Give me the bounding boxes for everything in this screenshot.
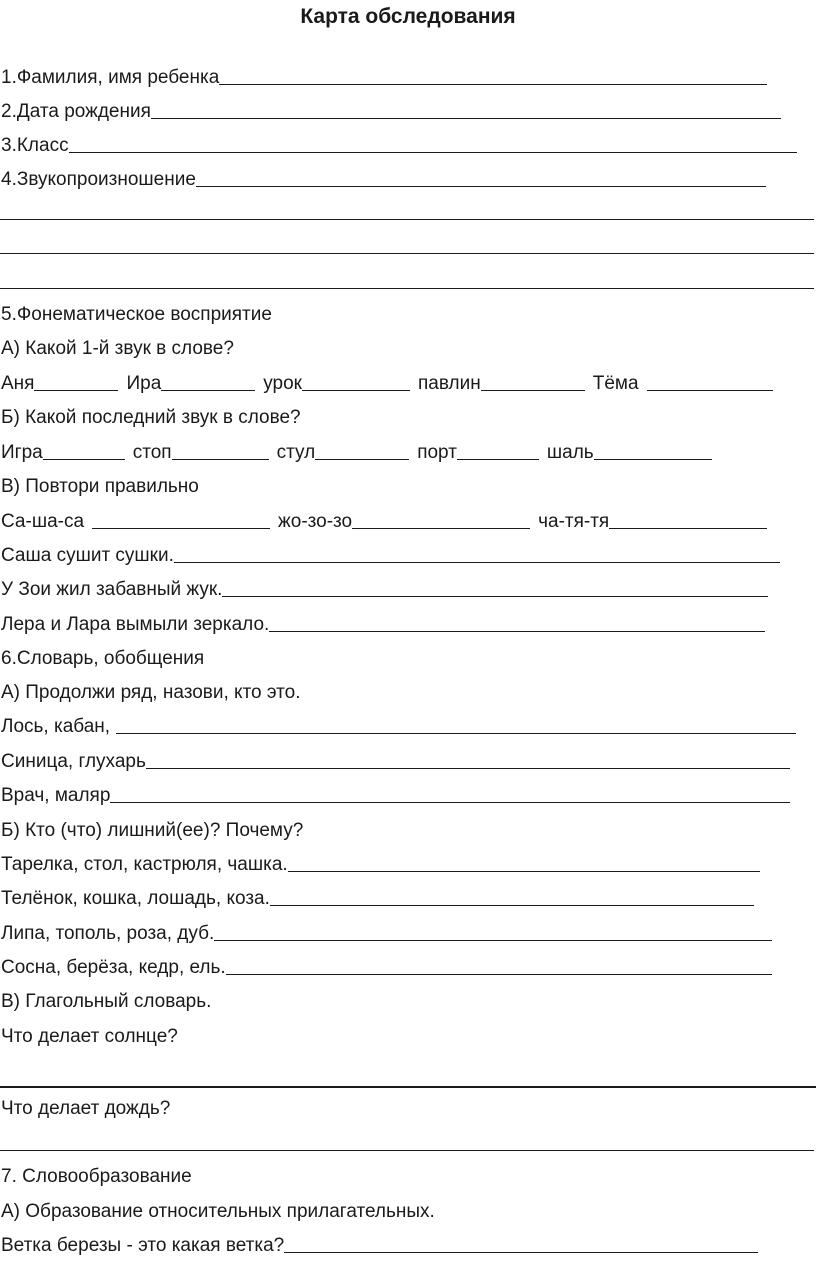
answer-line[interactable] bbox=[174, 540, 780, 563]
syllable-label: Са-ша-са bbox=[1, 511, 85, 532]
sentence-row bbox=[0, 538, 816, 568]
word-label: Аня bbox=[1, 373, 35, 394]
answer-line[interactable] bbox=[481, 368, 585, 391]
answer-line[interactable] bbox=[226, 952, 772, 975]
odd-one-item bbox=[0, 950, 816, 980]
answer-line[interactable] bbox=[315, 437, 409, 460]
repeat-question: В) Повтори правильно bbox=[1, 476, 199, 497]
odd-one-item bbox=[0, 881, 816, 911]
sentence-row bbox=[0, 607, 816, 637]
verb-item-row bbox=[0, 1091, 816, 1121]
answer-line[interactable] bbox=[92, 506, 270, 529]
continue-row-item bbox=[0, 709, 816, 739]
sentence-label: Саша сушит сушки. bbox=[1, 545, 174, 566]
answer-line[interactable] bbox=[270, 883, 754, 906]
answer-line[interactable] bbox=[222, 574, 768, 597]
odd-one-item bbox=[0, 847, 816, 877]
item-label: Телёнок, кошка, лошадь, коза. bbox=[1, 888, 270, 909]
word-label: Ира bbox=[126, 373, 162, 394]
first-sound-question: А) Какой 1-й звук в слове? bbox=[1, 338, 234, 359]
word-formation-heading: 7. Словообразование bbox=[1, 1166, 192, 1187]
answer-line[interactable] bbox=[352, 506, 530, 529]
last-sound-question: Б) Какой последний звук в слове? bbox=[1, 407, 301, 428]
item-label: Синица, глухарь bbox=[1, 751, 146, 772]
continue-row-item bbox=[0, 744, 816, 774]
page-title: Карта обследования bbox=[300, 5, 516, 28]
verb-vocabulary-question-row bbox=[0, 984, 816, 1014]
sentence-row bbox=[0, 572, 816, 602]
word-label: павлин bbox=[418, 373, 481, 394]
answer-line[interactable] bbox=[288, 849, 760, 872]
class-input-line[interactable] bbox=[69, 130, 797, 153]
child-name-input-line[interactable] bbox=[219, 62, 767, 85]
phonemic-heading-row bbox=[0, 297, 816, 327]
answer-line[interactable] bbox=[110, 780, 790, 803]
sound-pronunciation-field bbox=[0, 162, 816, 192]
repeat-question-row bbox=[0, 469, 816, 499]
continue-row-item bbox=[0, 778, 816, 808]
answer-line[interactable] bbox=[34, 368, 118, 391]
first-sound-words-row bbox=[0, 366, 816, 396]
answer-line[interactable] bbox=[214, 918, 772, 941]
item-label: Тарелка, стол, кастрюля, чашка. bbox=[1, 854, 288, 875]
word-label: порт bbox=[417, 442, 457, 463]
word-label: Игра bbox=[1, 442, 43, 463]
answer-line[interactable] bbox=[457, 437, 539, 460]
answer-line[interactable] bbox=[609, 506, 767, 529]
syllable-label: жо-зо-зо bbox=[278, 511, 353, 532]
word-formation-heading-row bbox=[0, 1159, 816, 1189]
item-label: Что делает солнце? bbox=[1, 1026, 178, 1047]
word-label: стоп bbox=[132, 442, 172, 463]
item-label: Лось, кабан, bbox=[1, 716, 111, 737]
answer-line[interactable] bbox=[146, 746, 790, 769]
answer-line[interactable] bbox=[0, 1086, 816, 1088]
sound-pronunciation-label: 4.Звукопроизношение bbox=[1, 169, 196, 190]
item-label: Врач, маляр bbox=[1, 785, 111, 806]
answer-line[interactable] bbox=[0, 1150, 814, 1151]
continue-row-question: А) Продолжи ряд, назови, кто это. bbox=[1, 682, 301, 703]
last-sound-words-row bbox=[0, 435, 816, 465]
item-label: Липа, тополь, роза, дуб. bbox=[1, 923, 215, 944]
sentence-label: У Зои жил забавный жук. bbox=[1, 579, 223, 600]
sound-pronunciation-extra-line[interactable] bbox=[0, 253, 814, 254]
item-label: Ветка березы - это какая ветка? bbox=[1, 1235, 285, 1256]
answer-line[interactable] bbox=[594, 437, 712, 460]
answer-line[interactable] bbox=[43, 437, 125, 460]
answer-line[interactable] bbox=[172, 437, 269, 460]
sentence-label: Лера и Лара вымыли зеркало. bbox=[1, 614, 270, 635]
syllable-label: ча-тя-тя bbox=[538, 511, 610, 532]
sound-pronunciation-input-line[interactable] bbox=[196, 164, 766, 187]
answer-line[interactable] bbox=[302, 368, 410, 391]
syllables-row bbox=[0, 504, 816, 534]
child-name-field bbox=[0, 60, 816, 90]
odd-one-question: Б) Кто (что) лишний(ее)? Почему? bbox=[1, 820, 304, 841]
last-sound-question-row bbox=[0, 400, 816, 430]
item-label: Сосна, берёза, кедр, ель. bbox=[1, 957, 226, 978]
word-label: шаль bbox=[546, 442, 594, 463]
word-label: Тёма bbox=[592, 373, 639, 394]
birth-date-label: 2.Дата рождения bbox=[1, 101, 151, 122]
sound-pronunciation-extra-line[interactable] bbox=[0, 288, 814, 289]
birth-date-field bbox=[0, 94, 816, 124]
vocabulary-heading-row bbox=[0, 641, 816, 671]
sound-pronunciation-extra-line[interactable] bbox=[0, 219, 814, 220]
answer-line[interactable] bbox=[161, 368, 255, 391]
phonemic-heading: 5.Фонематическое восприятие bbox=[1, 304, 272, 325]
child-name-label: 1.Фамилия, имя ребенка bbox=[1, 67, 220, 88]
continue-row-question-row bbox=[0, 675, 816, 705]
class-field bbox=[0, 128, 816, 158]
vocabulary-heading: 6.Словарь, обобщения bbox=[1, 648, 205, 669]
odd-one-item bbox=[0, 916, 816, 946]
answer-line[interactable] bbox=[284, 1230, 758, 1253]
relative-adjectives-question-row bbox=[0, 1194, 816, 1224]
verb-vocabulary-question: В) Глагольный словарь. bbox=[1, 991, 212, 1012]
odd-one-question-row bbox=[0, 813, 816, 843]
word-label: стул bbox=[276, 442, 316, 463]
first-sound-question-row bbox=[0, 331, 816, 361]
answer-line[interactable] bbox=[647, 368, 773, 391]
relative-adjectives-item bbox=[0, 1228, 816, 1258]
relative-adjectives-question: А) Образование относительных прилагательных. bbox=[1, 1201, 435, 1222]
word-label: урок bbox=[263, 373, 302, 394]
birth-date-input-line[interactable] bbox=[151, 96, 781, 119]
answer-line[interactable] bbox=[269, 609, 765, 632]
class-label: 3.Класс bbox=[1, 135, 69, 156]
verb-item-row bbox=[0, 1019, 816, 1049]
item-label: Что делает дождь? bbox=[1, 1098, 171, 1119]
answer-line[interactable] bbox=[116, 711, 796, 734]
